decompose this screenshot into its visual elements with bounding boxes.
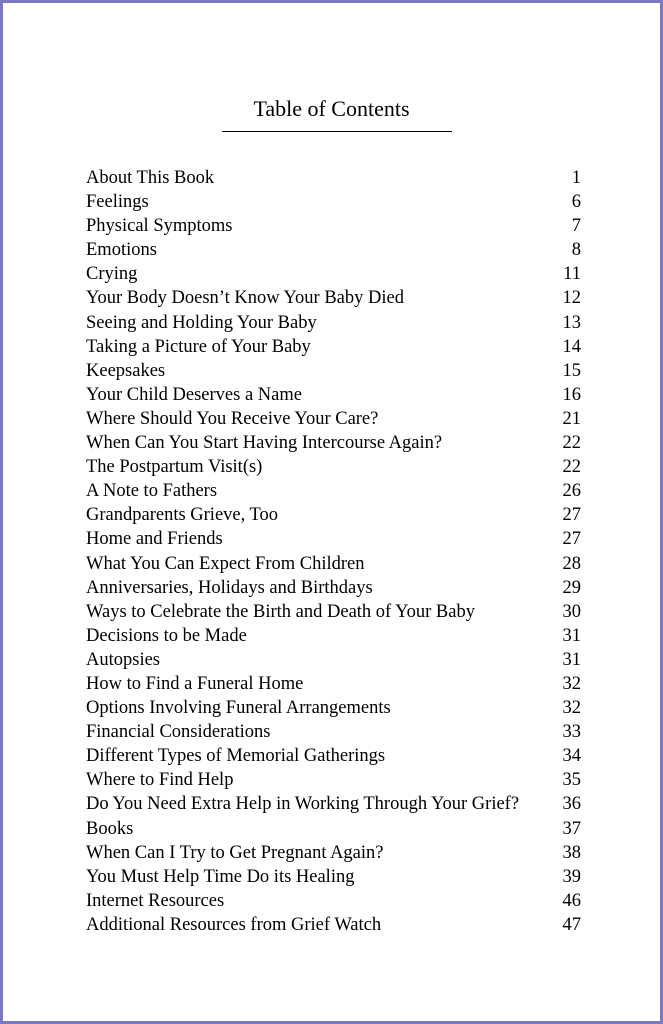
toc-entry <box>86 431 581 455</box>
toc-entry-title: Ways to Celebrate the Birth and Death of Your Baby <box>86 601 475 622</box>
toc-entry-title: When Can I Try to Get Pregnant Again? <box>86 842 384 863</box>
toc-entry-page-number: 33 <box>562 722 581 743</box>
toc-entry <box>86 262 581 286</box>
toc-entry-title: Seeing and Holding Your Baby <box>86 312 317 333</box>
toc-entry <box>86 889 581 913</box>
toc-entry <box>86 817 581 841</box>
toc-entry-title: Do You Need Extra Help in Working Through Your Grief? <box>86 794 520 815</box>
page-title: Table of Contents <box>253 96 410 121</box>
toc-entry <box>86 527 581 551</box>
toc-entry-page-number: 11 <box>563 264 581 285</box>
toc-entry-title: Keepsakes <box>86 360 166 381</box>
toc-entry <box>86 792 581 816</box>
toc-entry <box>86 720 581 744</box>
toc-entry-title: Financial Considerations <box>86 722 271 743</box>
toc-entry-title: Emotions <box>86 240 157 261</box>
toc-entry-page-number: 31 <box>562 625 581 646</box>
toc-entry-title: Your Body Doesn’t Know Your Baby Died <box>86 288 404 309</box>
toc-entry-page-number: 39 <box>562 866 581 887</box>
toc-entry <box>86 600 581 624</box>
toc-entry-title: Crying <box>86 264 138 285</box>
toc-entry <box>86 190 581 214</box>
toc-entry-title: How to Find a Funeral Home <box>86 673 304 694</box>
toc-entry <box>86 214 581 238</box>
toc-entry <box>86 672 581 696</box>
toc-entry-title: Your Child Deserves a Name <box>86 384 302 405</box>
toc-entry <box>86 768 581 792</box>
toc-entry-title: Additional Resources from Grief Watch <box>86 914 382 935</box>
toc-entry-title: Feelings <box>86 192 149 213</box>
toc-entry-page-number: 37 <box>562 818 581 839</box>
toc-entry <box>86 913 581 937</box>
toc-entry-title: You Must Help Time Do its Healing <box>86 866 355 887</box>
toc-entry <box>86 286 581 310</box>
toc-entry-page-number: 22 <box>562 433 581 454</box>
toc-entry-title: What You Can Expect From Children <box>86 553 365 574</box>
title-underline <box>222 131 452 132</box>
toc-entry <box>86 624 581 648</box>
toc-entry-title: Options Involving Funeral Arrangements <box>86 698 391 719</box>
toc-entry-title: Different Types of Memorial Gatherings <box>86 746 386 767</box>
toc-entry-page-number: 12 <box>562 288 581 309</box>
toc-entry <box>86 407 581 431</box>
toc-entry-page-number: 26 <box>562 481 581 502</box>
toc-entry-title: Where Should You Receive Your Care? <box>86 408 379 429</box>
toc-entry-title: Home and Friends <box>86 529 223 550</box>
toc-entry-page-number: 7 <box>571 216 581 237</box>
toc-entry-page-number: 21 <box>562 408 581 429</box>
toc-entry-title: Physical Symptoms <box>86 216 233 237</box>
toc-entry-page-number: 46 <box>562 890 581 911</box>
toc-entry <box>86 648 581 672</box>
toc-entry <box>86 359 581 383</box>
toc-entry-page-number: 32 <box>562 698 581 719</box>
toc-entry <box>86 479 581 503</box>
toc-entry-title: About This Book <box>86 168 215 188</box>
toc-entry <box>86 238 581 262</box>
toc-entry-page-number: 6 <box>571 192 581 213</box>
toc-entry-title: A Note to Fathers <box>86 481 218 502</box>
toc-entry-title: When Can You Start Having Intercourse Again? <box>86 433 443 454</box>
toc-entry <box>86 744 581 768</box>
table-of-contents <box>86 166 581 937</box>
toc-entry-page-number: 1 <box>571 168 581 188</box>
toc-entry-title: Books <box>86 818 134 839</box>
toc-entry-page-number: 27 <box>562 529 581 550</box>
toc-entry <box>86 166 581 190</box>
toc-entry <box>86 552 581 576</box>
toc-entry <box>86 311 581 335</box>
toc-entry-title: Taking a Picture of Your Baby <box>86 336 311 357</box>
toc-entry <box>86 383 581 407</box>
toc-entry-page-number: 16 <box>562 384 581 405</box>
toc-entry-page-number: 15 <box>562 360 581 381</box>
toc-entry-title: Decisions to be Made <box>86 625 247 646</box>
toc-entry-title: Anniversaries, Holidays and Birthdays <box>86 577 373 598</box>
toc-entry-page-number: 47 <box>562 914 581 935</box>
toc-entry <box>86 576 581 600</box>
toc-entry <box>86 455 581 479</box>
toc-entry <box>86 503 581 527</box>
toc-entry-page-number: 36 <box>562 794 581 815</box>
toc-entry-title: Internet Resources <box>86 890 225 911</box>
toc-entry-page-number: 14 <box>562 336 581 357</box>
toc-entry-page-number: 30 <box>562 601 581 622</box>
toc-entry-page-number: 31 <box>562 649 581 670</box>
toc-entry-title: Autopsies <box>86 649 160 670</box>
toc-entry-page-number: 27 <box>562 505 581 526</box>
toc-entry <box>86 841 581 865</box>
toc-entry-page-number: 38 <box>562 842 581 863</box>
toc-entry-page-number: 34 <box>562 746 581 767</box>
toc-entry-page-number: 35 <box>562 770 581 791</box>
toc-entry-page-number: 28 <box>562 553 581 574</box>
toc-entry-page-number: 32 <box>562 673 581 694</box>
toc-entry-page-number: 22 <box>562 457 581 478</box>
toc-entry-page-number: 13 <box>562 312 581 333</box>
toc-entry-title: Grandparents Grieve, Too <box>86 505 279 526</box>
toc-entry-page-number: 8 <box>571 240 581 261</box>
toc-entry <box>86 335 581 359</box>
toc-entry <box>86 696 581 720</box>
toc-entry <box>86 865 581 889</box>
toc-entry-title: Where to Find Help <box>86 770 234 791</box>
toc-entry-page-number: 29 <box>562 577 581 598</box>
toc-entry-title: The Postpartum Visit(s) <box>86 457 263 478</box>
